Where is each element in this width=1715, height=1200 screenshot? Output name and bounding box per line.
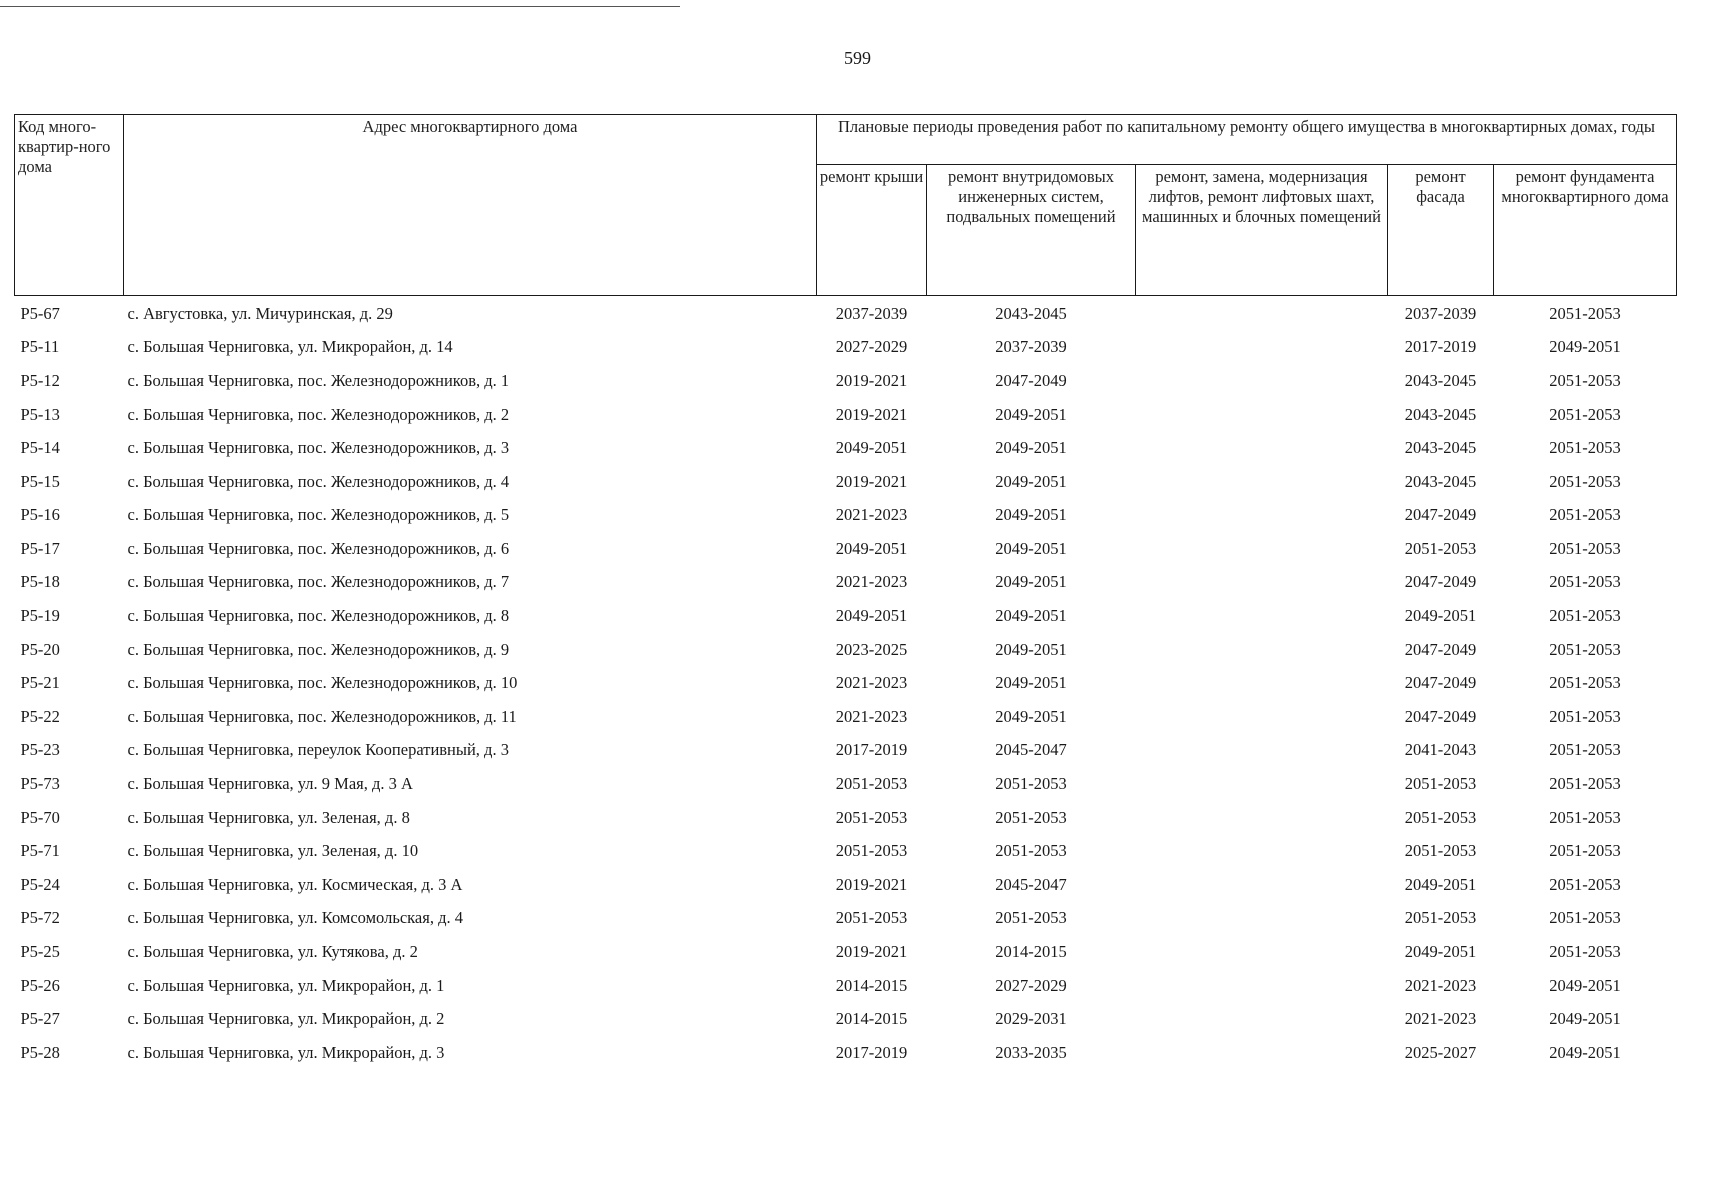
row-facade-period: 2051-2053	[1404, 807, 1477, 827]
page-number: 599	[844, 48, 871, 68]
row-elevators-period	[1136, 1002, 1388, 1036]
row-address: с. Большая Черниговка, пос. Железнодорожников, д. 5	[127, 505, 510, 525]
row-foundation-period: 2049-2051	[1549, 1009, 1621, 1029]
row-roof-period: 2021-2023	[835, 505, 908, 525]
row-elevators-period	[1136, 801, 1388, 835]
row-roof-period: 2019-2021	[835, 874, 908, 894]
header-facade: ремонт фасада	[1388, 164, 1494, 295]
row-elevators-period	[1136, 296, 1388, 331]
table-row	[15, 767, 1677, 801]
row-engineering-period: 2049-2051	[995, 572, 1067, 592]
table-row	[15, 902, 1677, 936]
row-address: с. Августовка, ул. Мичуринская, д. 29	[127, 303, 393, 323]
row-address: с. Большая Черниговка, ул. Микрорайон, д. 1	[127, 975, 445, 995]
header-roof: ремонт крыши	[817, 164, 927, 295]
row-roof-period: 2027-2029	[835, 337, 908, 357]
row-elevators-period	[1136, 868, 1388, 902]
row-facade-period: 2051-2053	[1404, 841, 1477, 861]
row-address: с. Большая Черниговка, пос. Железнодорожников, д. 4	[127, 471, 510, 491]
row-code: Р5-21	[20, 673, 60, 693]
row-roof-period: 2021-2023	[835, 572, 908, 592]
row-address: с. Большая Черниговка, ул. Зеленая, д. 10	[127, 841, 419, 861]
row-code: Р5-16	[20, 505, 60, 525]
row-code: Р5-73	[20, 774, 60, 794]
row-facade-period: 2021-2023	[1404, 975, 1477, 995]
row-address: с. Большая Черниговка, ул. Комсомольская, д. 4	[127, 908, 463, 928]
row-foundation-period: 2051-2053	[1549, 370, 1621, 390]
row-elevators-period	[1136, 398, 1388, 432]
row-elevators-period	[1136, 767, 1388, 801]
row-foundation-period: 2051-2053	[1549, 774, 1621, 794]
row-elevators-period	[1136, 364, 1388, 398]
table-body	[15, 296, 1677, 1070]
row-facade-period: 2043-2045	[1404, 404, 1477, 424]
table-header	[15, 115, 1677, 296]
row-elevators-period	[1136, 969, 1388, 1003]
row-roof-period: 2023-2025	[835, 639, 908, 659]
table-row	[15, 633, 1677, 667]
row-engineering-period: 2049-2051	[995, 438, 1067, 458]
row-address: с. Большая Черниговка, пос. Железнодорожников, д. 6	[127, 538, 510, 558]
row-roof-period: 2019-2021	[835, 942, 908, 962]
table-row	[15, 700, 1677, 734]
row-foundation-period: 2051-2053	[1549, 673, 1621, 693]
row-engineering-period: 2049-2051	[995, 505, 1067, 525]
row-code: Р5-18	[20, 572, 60, 592]
row-elevators-period	[1136, 331, 1388, 365]
table-row	[15, 1002, 1677, 1036]
row-code: Р5-19	[20, 606, 60, 626]
row-address: с. Большая Черниговка, переулок Кооперативный, д. 3	[127, 740, 509, 760]
row-code: Р5-20	[20, 639, 60, 659]
row-facade-period: 2047-2049	[1404, 639, 1477, 659]
row-roof-period: 2017-2019	[835, 740, 908, 760]
row-foundation-period: 2051-2053	[1549, 908, 1621, 928]
row-code: Р5-28	[20, 1042, 60, 1062]
table-row	[15, 969, 1677, 1003]
row-elevators-period	[1136, 431, 1388, 465]
top-rule	[0, 6, 680, 7]
row-foundation-period: 2049-2051	[1549, 337, 1621, 357]
row-code: Р5-23	[20, 740, 60, 760]
row-address: с. Большая Черниговка, пос. Железнодорожников, д. 8	[127, 606, 510, 626]
header-elevators: ремонт, замена, модернизация лифтов, ремонт лифтовых шахт, машинных и блочных помещений	[1136, 164, 1388, 295]
row-address: с. Большая Черниговка, пос. Железнодорожников, д. 11	[127, 706, 517, 726]
row-roof-period: 2019-2021	[835, 404, 908, 424]
row-address: с. Большая Черниговка, ул. Микрорайон, д. 14	[127, 337, 453, 357]
row-address: с. Большая Черниговка, пос. Железнодорожников, д. 7	[127, 572, 510, 592]
row-roof-period: 2051-2053	[835, 841, 908, 861]
table-row	[15, 835, 1677, 869]
table-row	[15, 331, 1677, 365]
row-engineering-period: 2049-2051	[995, 639, 1067, 659]
row-foundation-period: 2051-2053	[1549, 606, 1621, 626]
row-address: с. Большая Черниговка, ул. Микрорайон, д. 2	[127, 1009, 445, 1029]
row-foundation-period: 2051-2053	[1549, 505, 1621, 525]
row-facade-period: 2051-2053	[1404, 908, 1477, 928]
row-facade-period: 2047-2049	[1404, 505, 1477, 525]
row-roof-period: 2017-2019	[835, 1042, 908, 1062]
repair-schedule-table	[14, 114, 1677, 1070]
row-foundation-period: 2051-2053	[1549, 404, 1621, 424]
row-elevators-period	[1136, 935, 1388, 969]
row-address: с. Большая Черниговка, ул. 9 Мая, д. 3 А	[127, 774, 413, 794]
row-engineering-period: 2051-2053	[995, 774, 1067, 794]
header-foundation: ремонт фундамента многоквартирного дома	[1494, 164, 1677, 295]
table-row	[15, 398, 1677, 432]
header-periods-group: Плановые периоды проведения работ по капитальному ремонту общего имущества в многоквартирных домах, годы	[817, 115, 1677, 165]
row-engineering-period: 2051-2053	[995, 807, 1067, 827]
row-facade-period: 2051-2053	[1404, 774, 1477, 794]
row-roof-period: 2019-2021	[835, 370, 908, 390]
row-engineering-period: 2043-2045	[995, 303, 1067, 323]
row-facade-period: 2047-2049	[1404, 673, 1477, 693]
row-elevators-period	[1136, 700, 1388, 734]
row-foundation-period: 2051-2053	[1549, 572, 1621, 592]
row-roof-period: 2021-2023	[835, 706, 908, 726]
table-row	[15, 431, 1677, 465]
row-roof-period: 2051-2053	[835, 774, 908, 794]
row-elevators-period	[1136, 1036, 1388, 1070]
row-roof-period: 2049-2051	[835, 438, 908, 458]
row-code: Р5-13	[20, 404, 60, 424]
row-facade-period: 2043-2045	[1404, 438, 1477, 458]
row-engineering-period: 2029-2031	[995, 1009, 1067, 1029]
row-elevators-period	[1136, 465, 1388, 499]
row-foundation-period: 2051-2053	[1549, 639, 1621, 659]
table-row	[15, 734, 1677, 768]
row-code: Р5-12	[20, 370, 60, 390]
row-address: с. Большая Черниговка, ул. Космическая, д. 3 А	[127, 874, 463, 894]
table-row	[15, 296, 1677, 331]
table-row	[15, 465, 1677, 499]
row-foundation-period: 2051-2053	[1549, 740, 1621, 760]
row-roof-period: 2014-2015	[835, 1009, 908, 1029]
row-address: с. Большая Черниговка, пос. Железнодорожников, д. 1	[127, 370, 510, 390]
row-engineering-period: 2049-2051	[995, 673, 1067, 693]
row-engineering-period: 2049-2051	[995, 706, 1067, 726]
row-facade-period: 2049-2051	[1404, 874, 1477, 894]
row-roof-period: 2037-2039	[835, 303, 908, 323]
row-engineering-period: 2027-2029	[995, 975, 1067, 995]
row-code: Р5-22	[20, 706, 60, 726]
row-engineering-period: 2049-2051	[995, 606, 1067, 626]
row-code: Р5-26	[20, 975, 60, 995]
row-elevators-period	[1136, 633, 1388, 667]
row-address: с. Большая Черниговка, пос. Железнодорожников, д. 2	[127, 404, 510, 424]
row-code: Р5-14	[20, 438, 60, 458]
table-row	[15, 801, 1677, 835]
row-code: Р5-15	[20, 471, 60, 491]
row-elevators-period	[1136, 835, 1388, 869]
row-address: с. Большая Черниговка, ул. Кутякова, д. 2	[127, 942, 418, 962]
row-elevators-period	[1136, 902, 1388, 936]
row-facade-period: 2025-2027	[1404, 1042, 1477, 1062]
row-code: Р5-17	[20, 538, 60, 558]
row-code: Р5-24	[20, 874, 60, 894]
row-elevators-period	[1136, 599, 1388, 633]
row-elevators-period	[1136, 734, 1388, 768]
header-engineering: ремонт внутридомовых инженерных систем, подвальных помещений	[927, 164, 1136, 295]
row-foundation-period: 2051-2053	[1549, 438, 1621, 458]
row-code: Р5-67	[20, 303, 60, 323]
row-facade-period: 2037-2039	[1404, 303, 1477, 323]
row-foundation-period: 2051-2053	[1549, 471, 1621, 491]
row-foundation-period: 2051-2053	[1549, 942, 1621, 962]
row-foundation-period: 2049-2051	[1549, 1042, 1621, 1062]
row-code: Р5-27	[20, 1009, 60, 1029]
row-engineering-period: 2045-2047	[995, 740, 1067, 760]
row-code: Р5-25	[20, 942, 60, 962]
row-code: Р5-11	[20, 337, 60, 357]
row-code: Р5-71	[20, 841, 60, 861]
row-facade-period: 2043-2045	[1404, 370, 1477, 390]
row-engineering-period: 2049-2051	[995, 404, 1067, 424]
table-row	[15, 566, 1677, 600]
header-code: Код много-квартир-ного дома	[15, 115, 124, 296]
row-foundation-period: 2051-2053	[1549, 874, 1621, 894]
row-engineering-period: 2051-2053	[995, 841, 1067, 861]
row-facade-period: 2049-2051	[1404, 606, 1477, 626]
row-roof-period: 2014-2015	[835, 975, 908, 995]
row-facade-period: 2041-2043	[1404, 740, 1477, 760]
row-engineering-period: 2049-2051	[995, 538, 1067, 558]
row-address: с. Большая Черниговка, ул. Микрорайон, д. 3	[127, 1042, 445, 1062]
table-row	[15, 935, 1677, 969]
table-row	[15, 364, 1677, 398]
row-foundation-period: 2051-2053	[1549, 807, 1621, 827]
table-row	[15, 868, 1677, 902]
row-facade-period: 2021-2023	[1404, 1009, 1477, 1029]
row-code: Р5-70	[20, 807, 60, 827]
row-foundation-period: 2051-2053	[1549, 841, 1621, 861]
row-foundation-period: 2051-2053	[1549, 303, 1621, 323]
row-address: с. Большая Черниговка, ул. Зеленая, д. 8	[127, 807, 410, 827]
row-elevators-period	[1136, 532, 1388, 566]
row-roof-period: 2051-2053	[835, 908, 908, 928]
row-facade-period: 2017-2019	[1404, 337, 1477, 357]
table-row	[15, 499, 1677, 533]
row-engineering-period: 2033-2035	[995, 1042, 1067, 1062]
row-elevators-period	[1136, 667, 1388, 701]
row-engineering-period: 2014-2015	[995, 942, 1067, 962]
table-row	[15, 599, 1677, 633]
row-foundation-period: 2051-2053	[1549, 706, 1621, 726]
row-roof-period: 2021-2023	[835, 673, 908, 693]
row-engineering-period: 2051-2053	[995, 908, 1067, 928]
row-foundation-period: 2049-2051	[1549, 975, 1621, 995]
row-roof-period: 2019-2021	[835, 471, 908, 491]
row-facade-period: 2043-2045	[1404, 471, 1477, 491]
row-facade-period: 2047-2049	[1404, 572, 1477, 592]
row-engineering-period: 2037-2039	[995, 337, 1067, 357]
row-code: Р5-72	[20, 908, 60, 928]
row-roof-period: 2049-2051	[835, 606, 908, 626]
row-foundation-period: 2051-2053	[1549, 538, 1621, 558]
row-roof-period: 2051-2053	[835, 807, 908, 827]
row-elevators-period	[1136, 566, 1388, 600]
row-address: с. Большая Черниговка, пос. Железнодорожников, д. 3	[127, 438, 510, 458]
row-elevators-period	[1136, 499, 1388, 533]
table-row	[15, 667, 1677, 701]
row-engineering-period: 2049-2051	[995, 471, 1067, 491]
row-engineering-period: 2047-2049	[995, 370, 1067, 390]
row-address: с. Большая Черниговка, пос. Железнодорожников, д. 10	[127, 673, 518, 693]
table-row	[15, 1036, 1677, 1070]
header-address: Адрес многоквартирного дома	[124, 115, 817, 296]
row-address: с. Большая Черниговка, пос. Железнодорожников, д. 9	[127, 639, 510, 659]
row-engineering-period: 2045-2047	[995, 874, 1067, 894]
row-roof-period: 2049-2051	[835, 538, 908, 558]
table-row	[15, 532, 1677, 566]
row-facade-period: 2051-2053	[1404, 538, 1477, 558]
row-facade-period: 2049-2051	[1404, 942, 1477, 962]
row-facade-period: 2047-2049	[1404, 706, 1477, 726]
